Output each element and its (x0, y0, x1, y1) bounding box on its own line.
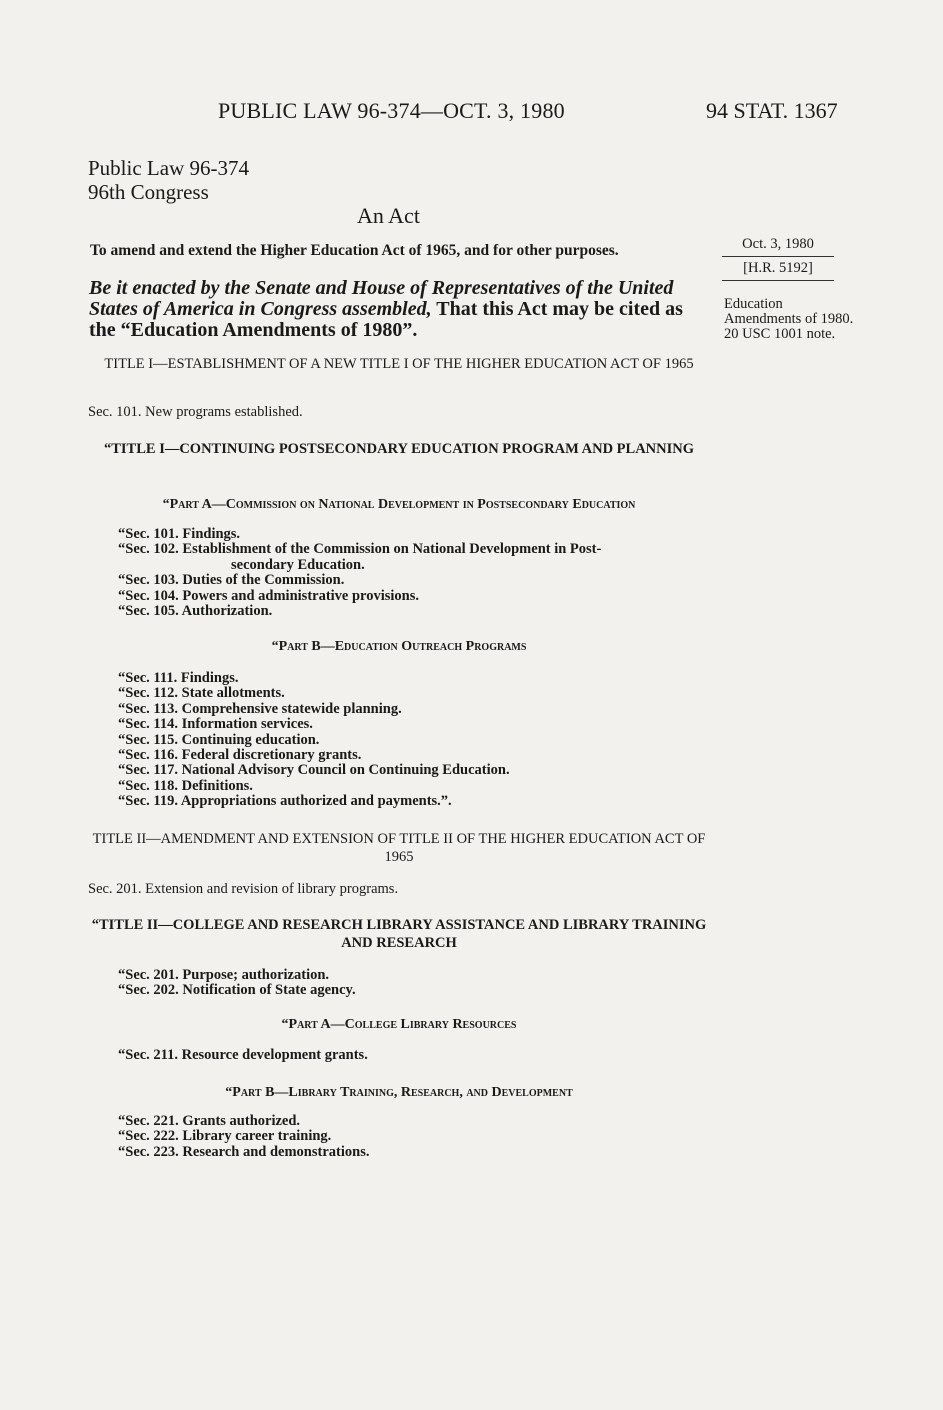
statute-reference: 94 STAT. 1367 (706, 98, 838, 123)
list-item: “Sec. 114. Information services. (118, 716, 313, 733)
list-item: “Sec. 111. Findings. (118, 670, 239, 686)
list-item: “Sec. 102. Establishment of the Commission on National Development in Post- (118, 541, 602, 558)
list-item: “Sec. 103. Duties of the Commission. (118, 572, 345, 589)
enacting-clause (89, 278, 711, 341)
new-title-2-heading: “TITLE II—COLLEGE AND RESEARCH LIBRARY ASSISTANCE AND LIBRARY TRAINING AND RESEARCH (91, 917, 707, 951)
list-item: “Sec. 105. Authorization. (118, 603, 273, 620)
title-2-heading: TITLE II—AMENDMENT AND EXTENSION OF TITLE II OF THE HIGHER EDUCATION ACT OF 1965 (92, 831, 706, 865)
list-item: “Sec. 118. Definitions. (118, 777, 253, 794)
margin-bill-number: [H.R. 5192] (743, 260, 813, 276)
title-2-part-a-list (118, 1048, 368, 1063)
list-item: “Sec. 117. National Advisory Council on Continuing Education. (118, 762, 510, 779)
title-1-section: Sec. 101. New programs established. (88, 404, 303, 420)
enacting-clause-italic: Be it enacted by the Senate and House of Representatives of the United States of America in Congress assembled, (89, 277, 674, 320)
title-1-part-a-heading: “Part A—Commission on National Development in Postsecondary Education (162, 497, 636, 512)
title-2-section: Sec. 201. Extension and revision of library programs. (88, 881, 399, 897)
list-item: “Sec. 201. Purpose; authorization. (118, 967, 330, 983)
margin-divider (722, 256, 834, 257)
list-item: “Sec. 202. Notification of State agency. (118, 982, 356, 999)
title-1-part-a-list (118, 527, 601, 619)
list-item: “Sec. 104. Powers and administrative provisions. (118, 587, 420, 604)
list-item: “Sec. 223. Research and demonstrations. (118, 1143, 370, 1160)
list-item: “Sec. 221. Grants authorized. (118, 1113, 301, 1129)
list-item: “Sec. 222. Library career training. (118, 1128, 332, 1145)
margin-note-citation: 20 USC 1001 note. (724, 326, 836, 342)
title-2-general-list (118, 968, 356, 999)
margin-notes (724, 297, 854, 342)
new-title-1-heading: “TITLE I—CONTINUING POSTSECONDARY EDUCATION PROGRAM AND PLANNING (103, 441, 695, 457)
list-item: “Sec. 113. Comprehensive statewide planning. (118, 700, 402, 717)
list-item: secondary Education. (231, 556, 365, 573)
title-2-part-a-heading: “Part A—College Library Resources (281, 1017, 517, 1032)
act-heading: An Act (357, 203, 420, 228)
margin-note-title: Education Amendments of 1980. (724, 296, 854, 327)
title-1-part-b-heading: “Part B—Education Outreach Programs (271, 639, 527, 654)
title-1-heading: TITLE I—ESTABLISHMENT OF A NEW TITLE I OF THE HIGHER EDUCATION ACT OF 1965 (104, 356, 694, 372)
margin-divider (722, 280, 834, 281)
enacting-clause-roman: That this Act may be cited as the “Education Amendments of 1980”. (89, 298, 683, 341)
margin-date: Oct. 3, 1980 (742, 236, 814, 252)
public-law-number: Public Law 96-374 (88, 156, 249, 180)
title-2-part-b-list (118, 1114, 369, 1160)
running-head: PUBLIC LAW 96-374—OCT. 3, 1980 (218, 98, 565, 123)
list-item: “Sec. 211. Resource development grants. (118, 1047, 368, 1063)
long-title: To amend and extend the Higher Education Act of 1965, and for other purposes. (90, 242, 619, 259)
congress-number: 96th Congress (88, 180, 209, 204)
title-2-part-b-heading: “Part B—Library Training, Research, and Development (225, 1085, 573, 1100)
list-item: “Sec. 112. State allotments. (118, 685, 285, 702)
list-item: “Sec. 101. Findings. (118, 526, 241, 542)
list-item: “Sec. 115. Continuing education. (118, 731, 320, 748)
list-item: “Sec. 119. Appropriations authorized and payments.”. (118, 793, 452, 810)
list-item: “Sec. 116. Federal discretionary grants. (118, 747, 362, 764)
title-1-part-b-list (118, 671, 510, 810)
